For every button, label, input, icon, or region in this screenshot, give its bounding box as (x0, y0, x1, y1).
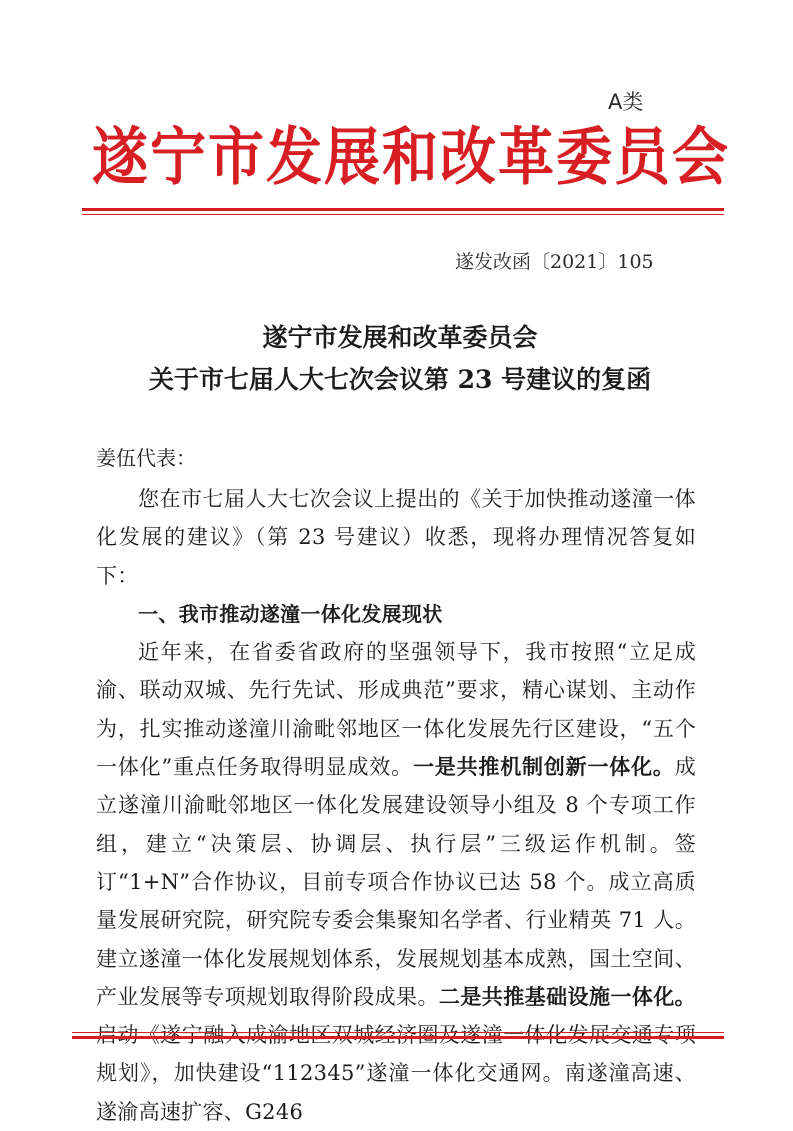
highlight-infrastructure: 二是共推基础设施一体化。 (438, 983, 696, 1009)
footer-rule-thick (72, 1036, 724, 1039)
footer-rule-thin (72, 1032, 724, 1033)
header-rule-thick (82, 208, 724, 211)
paragraph-intro: 您在市七届人大七次会议上提出的《关于加快推动遂潼一体化发展的建议》（第 23 号建议）收悉，现将办理情况答复如下： (96, 487, 696, 588)
document-number: 遂发改函〔2021〕105 (455, 251, 654, 273)
paragraph-status (96, 633, 696, 1131)
paragraph-status-text-c: 规划》，加快建设“112345”遂潼一体化交通网。南遂潼高速、遂渝高速扩容、G246 (96, 1061, 696, 1124)
section-heading-1: 一、我市推动遂潼一体化发展现状 (138, 601, 443, 626)
letter-body (96, 480, 696, 1131)
classification-mark: A类 (608, 90, 644, 114)
organization-header: 遂宁市发展和改革委员会 (92, 121, 730, 195)
header-rule-thin (82, 214, 724, 215)
title-line-2: 关于市七届人大七次会议第 23 号建议的复函 (148, 365, 652, 394)
salutation: 姜伍代表： (96, 446, 196, 470)
title-line-1: 遂宁市发展和改革委员会 (262, 323, 538, 352)
highlight-mechanism: 一是共推机制创新一体化。 (412, 754, 675, 780)
paragraph-status-text-a: 近年来，在省委省政府的坚强领导下，我市按照“立足成渝、联动双城、先行先试、形成典范”要求，精心谋划、主动作为，扎实推动遂潼川渝毗邻地区一体化发展先行区建设，“五个一体化”重点任务取得明显成效。 (96, 640, 696, 780)
paragraph-status-text-b: 成立遂潼川渝毗邻地区一体化发展建设领导小组及 8 个专项工作组，建立“决策层、协调层、执行层”三级运作机制。签订“1+N”合作协议，目前专项合作协议已达 58 个。成立高质量发展研究院，研究院专委会集聚知名学者、行业精英 71 人。建立遂潼一体化发展规划体系，发展规划基本成熟，国土空间、产业发展等专项规划取得阶段成果。 (96, 755, 697, 1009)
